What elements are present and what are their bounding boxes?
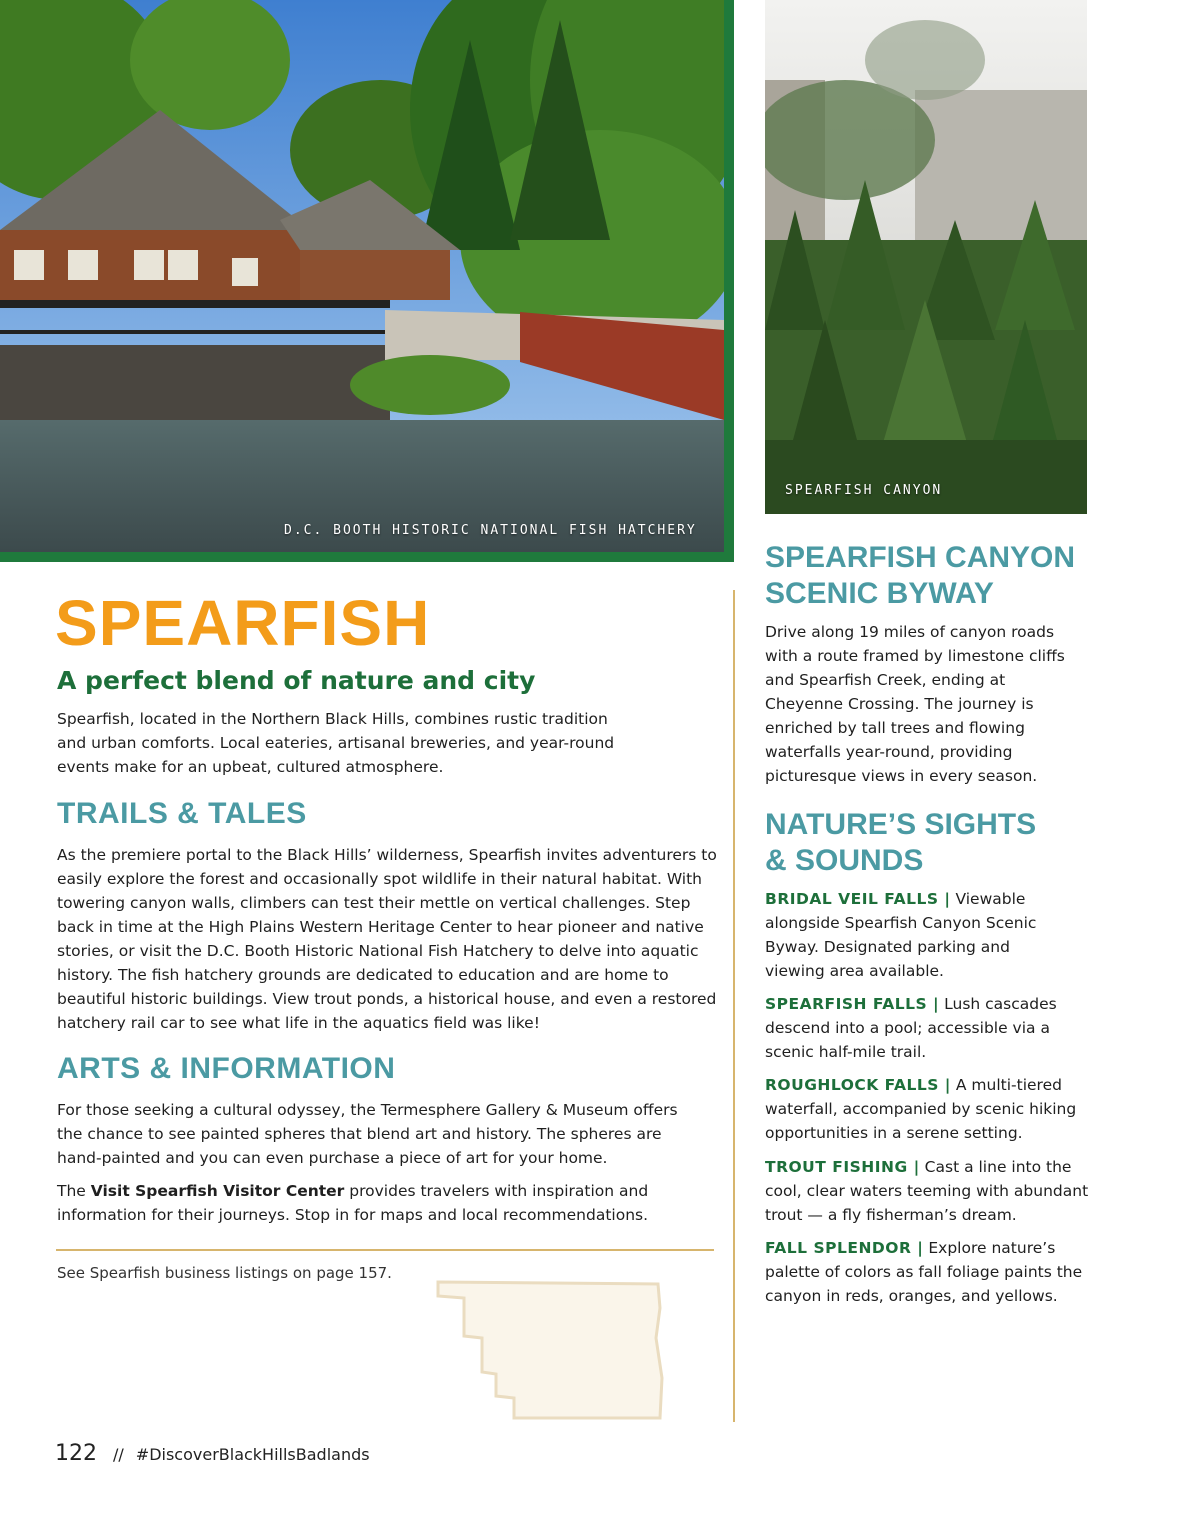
footer-hashtag: #DiscoverBlackHillsBadlands: [135, 1445, 370, 1464]
sight-text: Viewable alongside Spearfish Canyon Scenic Byway. Designated parking and viewing area available.: [765, 890, 1037, 980]
page-footer: [55, 1441, 370, 1466]
sight-name: SPEARFISH FALLS |: [765, 995, 940, 1013]
sight-name: TROUT FISHING |: [765, 1158, 920, 1176]
arts-heading: ARTS & INFORMATION: [57, 1052, 396, 1085]
state-map-graphic: [434, 1278, 666, 1422]
hatchery-photo-frame: [0, 0, 734, 562]
visitor-center-paragraph: [57, 1179, 697, 1227]
sight-text: Cast a line into the cool, clear waters teeming with abundant trout — a fly fisherman’s dream.: [765, 1158, 1089, 1224]
byway-paragraph: Drive along 19 miles of canyon roads with a route framed by limestone cliffs and Spearfish Creek, ending at Cheyenne Crossing. The journey is enriched by tall trees and flowing waterfalls year-round, providing picturesque views in every season.: [765, 623, 1065, 785]
column-divider: [733, 590, 735, 1422]
listing-note: See Spearfish business listings on page 157.: [57, 1264, 392, 1282]
sight-text: Explore nature’s palette of colors as fall foliage paints the canyon in reds, oranges, and yellows.: [765, 1239, 1083, 1305]
page-subtitle: A perfect blend of nature and city: [57, 666, 536, 695]
sight-text: A multi-tiered waterfall, accompanied by scenic hiking opportunities in a serene setting.: [765, 1076, 1077, 1142]
sight-name: FALL SPLENDOR |: [765, 1239, 924, 1257]
sight-name: BRIDAL VEIL FALLS |: [765, 890, 951, 908]
hatchery-caption: D.C. BOOTH HISTORIC NATIONAL FISH HATCHERY: [284, 523, 697, 538]
sight-item: [765, 887, 1045, 983]
sight-item: [765, 1073, 1085, 1145]
canyon-photo: [765, 0, 1087, 514]
visitor-rest: provides travelers with inspiration and information for their journeys. Stop in for maps and local recommendations.: [57, 1182, 649, 1224]
trails-paragraph: As the premiere portal to the Black Hills’ wilderness, Spearfish invites adventurers to easily explore the forest and occasionally spot wildlife in their natural habitat. With towering canyon walls, climbers can test their mettle on vertical challenges. Step back in time at the High Plains Western Heritage Center to hear pioneer and native stories, or visit the D.C. Booth Historic National Fish Hatchery to delve into aquatic history. The fish hatchery grounds are dedicated to education and are home to beautiful historic buildings. View trout ponds, a historical house, and even a restored hatchery rail car to see what life in the aquatics field was like!: [57, 846, 717, 1032]
sight-name: ROUGHLOCK FALLS |: [765, 1076, 951, 1094]
canyon-illustration: [765, 0, 1087, 514]
sight-text: Lush cascades descend into a pool; accessible via a scenic half-mile trail.: [765, 995, 1057, 1061]
section-rule: [56, 1249, 714, 1251]
sight-item: [765, 1236, 1095, 1308]
sight-item: [765, 1155, 1095, 1227]
page-title: SPEARFISH: [55, 587, 431, 659]
page-number: 122: [55, 1441, 97, 1466]
visitor-center-name: Visit Spearfish Visitor Center: [90, 1182, 345, 1200]
byway-heading: SPEARFISH CANYON SCENIC BYWAY: [765, 541, 1076, 610]
canyon-caption: SPEARFISH CANYON: [785, 483, 943, 498]
footer-separator: //: [113, 1445, 124, 1464]
hatchery-photo: [0, 0, 724, 552]
hatchery-illustration: [0, 0, 724, 552]
visitor-prefix: The: [57, 1182, 91, 1200]
sight-item: [765, 992, 1065, 1064]
intro-paragraph: Spearfish, located in the Northern Black Hills, combines rustic tradition and urban comforts. Local eateries, artisanal breweries, and year-round events make for an upbeat, cultured atmosphere.: [57, 710, 615, 776]
sights-heading: NATURE’S SIGHTS & SOUNDS: [765, 808, 1037, 877]
arts-paragraph: For those seeking a cultural odyssey, the Termesphere Gallery & Museum offers the chance to see painted spheres that blend art and history. The spheres are hand-painted and you can even purchase a piece of art for your home.: [57, 1101, 678, 1167]
trails-heading: TRAILS & TALES: [57, 797, 307, 830]
